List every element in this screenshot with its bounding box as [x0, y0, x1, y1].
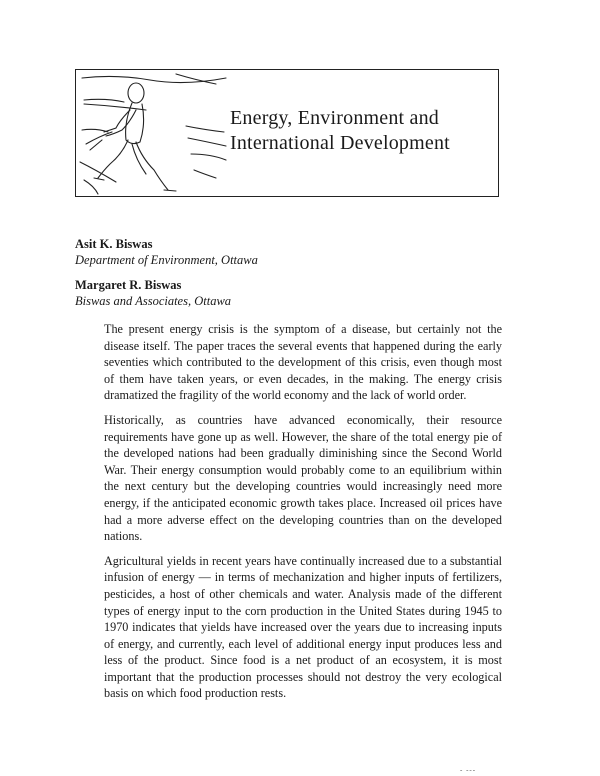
author-affiliation: Department of Environment, Ottawa: [75, 253, 258, 267]
title-line-1: Energy, Environment and: [230, 107, 439, 129]
author-list: [75, 236, 258, 318]
title-line-2: International Development: [230, 132, 450, 154]
author-entry: [75, 236, 258, 268]
page-folio: - ---: [460, 766, 477, 774]
abstract-paragraph: The present energy crisis is the symptom of a disease, but certainly not the disease itself. The paper traces the several events that happened during the early seventies which contributed to the development of this crisis, even though most of them have taken years, or even decades, in the making. The energy crisis dramatized the fragility of the world economy and the lack of world order.: [104, 322, 502, 403]
article-title: [230, 106, 450, 156]
author-name: Asit K. Biswas: [75, 237, 153, 251]
author-entry: [75, 277, 258, 309]
author-name: Margaret R. Biswas: [75, 278, 182, 292]
abstract-paragraph: Agricultural yields in recent years have continually increased due to a substantial infusion of energy — in terms of mechanization and higher inputs of fertilizers, pesticides, a host of other chemicals and water. Analysis made of the different types of energy input to the corn production in the United States during 1945 to 1970 indicates that yields have increased over the years due to increasing inputs of energy, and currently, each level of additional energy input produces less and less of the product. Since food is a net product of an ecosystem, it is most important that the production processes should not destroy the very ecological basis on which food production rests.: [104, 553, 502, 701]
abstract-paragraph: Historically, as countries have advanced economically, their resource requirements have gone up as well. However, the share of the total energy pie of the developed nations had been gradually diminishing since the Second World War. Their energy consumption would probably come to an equilibrium within the next century but the developing countries would increasingly need more energy, if the anticipated economic growth takes place. Increased oil prices have had a more adverse effect on the developing countries than on the developed nations.: [104, 412, 502, 544]
abstract: [104, 321, 502, 710]
author-affiliation: Biswas and Associates, Ottawa: [75, 294, 232, 308]
title-banner: [75, 69, 499, 197]
